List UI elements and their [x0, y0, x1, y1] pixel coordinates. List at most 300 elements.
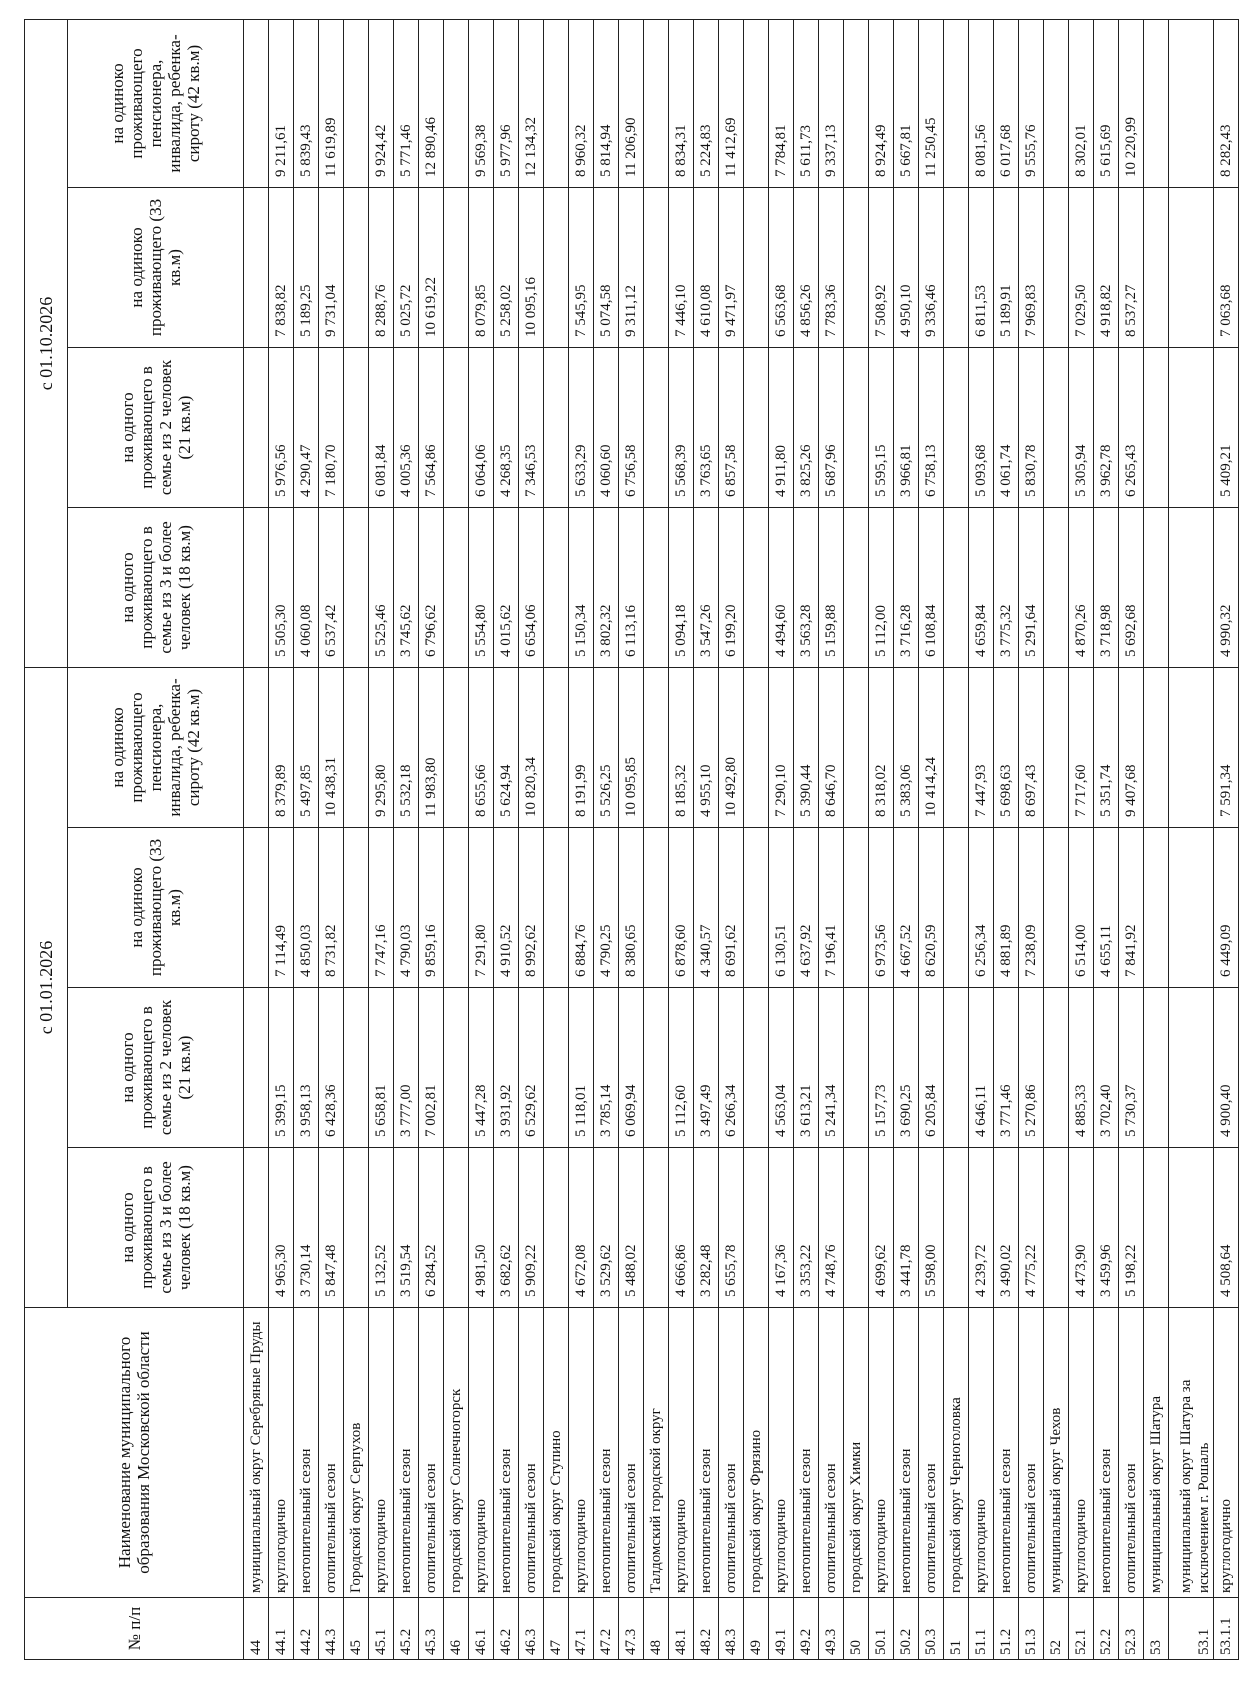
value-cell: 4 646,11 [969, 988, 994, 1148]
value-cell [1144, 508, 1169, 668]
value-cell [344, 188, 369, 348]
value-cell: 5 488,02 [619, 1148, 644, 1308]
value-cell: 8 379,89 [269, 668, 294, 828]
value-cell: 4 667,52 [894, 828, 919, 988]
value-cell: 6 265,43 [1119, 348, 1144, 508]
value-cell: 3 763,65 [694, 348, 719, 508]
section-row [544, 20, 569, 1660]
value-cell: 11 250,45 [919, 20, 944, 188]
value-cell: 3 966,81 [894, 348, 919, 508]
value-cell: 3 825,26 [794, 348, 819, 508]
value-cell [444, 348, 469, 508]
row-number: 51.2 [994, 1598, 1019, 1660]
value-cell: 7 063,68 [1214, 188, 1239, 348]
value-cell [844, 508, 869, 668]
value-cell: 6 973,56 [869, 828, 894, 988]
value-cell [1044, 20, 1069, 188]
value-cell [1144, 188, 1169, 348]
row-number: 49.1 [769, 1598, 794, 1660]
row-number: 45.3 [419, 1598, 444, 1660]
header-number: № п/п [25, 1598, 244, 1660]
row-number: 50 [844, 1598, 869, 1660]
value-cell: 7 841,92 [1119, 828, 1144, 988]
value-cell: 6 064,06 [469, 348, 494, 508]
value-cell: 5 595,15 [869, 348, 894, 508]
value-cell [544, 828, 569, 988]
value-cell: 5 692,68 [1119, 508, 1144, 668]
value-cell: 5 658,81 [369, 988, 394, 1148]
value-cell [744, 508, 769, 668]
section-row [444, 20, 469, 1660]
row-label: отопительный сезон [419, 1308, 444, 1598]
value-cell: 5 505,30 [269, 508, 294, 668]
row-number: 53.1 [1169, 1598, 1214, 1660]
row-label: неотопительный сезон [1094, 1308, 1119, 1598]
value-cell: 7 838,82 [269, 188, 294, 348]
value-cell: 3 459,96 [1094, 1148, 1119, 1308]
value-cell: 8 924,49 [869, 20, 894, 188]
value-cell: 5 351,74 [1094, 668, 1119, 828]
value-cell [744, 188, 769, 348]
header-2persons: на одного проживающего в семье из 2 человек (21 кв.м) [68, 988, 244, 1148]
row-number: 52.2 [1094, 1598, 1119, 1660]
value-cell [844, 988, 869, 1148]
value-cell: 8 834,31 [669, 20, 694, 188]
value-cell: 10 820,34 [519, 668, 544, 828]
value-cell: 3 777,00 [394, 988, 419, 1148]
value-cell: 5 224,83 [694, 20, 719, 188]
table-row [394, 20, 419, 1660]
value-cell: 6 284,52 [419, 1148, 444, 1308]
value-cell: 5 525,46 [369, 508, 394, 668]
value-cell: 7 196,41 [819, 828, 844, 988]
value-cell: 5 270,86 [1019, 988, 1044, 1148]
section-row [1044, 20, 1069, 1660]
value-cell: 4 990,32 [1214, 508, 1239, 668]
value-cell: 3 785,14 [594, 988, 619, 1148]
value-cell: 4 900,40 [1214, 988, 1239, 1148]
value-cell: 4 239,72 [969, 1148, 994, 1308]
header-municipality: Наименование муниципального образования Московской области [25, 1308, 244, 1598]
table-row [769, 20, 794, 1660]
municipality-name: Талдомский городской округ [644, 1308, 669, 1598]
value-cell: 5 241,34 [819, 988, 844, 1148]
municipality-name: муниципальный округ Шатура за исключением г. Рошаль [1169, 1308, 1214, 1598]
value-cell [244, 508, 269, 668]
section-row [844, 20, 869, 1660]
value-cell [544, 20, 569, 188]
value-cell: 9 731,04 [319, 188, 344, 348]
value-cell: 4 981,50 [469, 1148, 494, 1308]
value-cell [544, 988, 569, 1148]
row-number: 48.3 [719, 1598, 744, 1660]
value-cell: 5 526,25 [594, 668, 619, 828]
value-cell: 4 473,90 [1069, 1148, 1094, 1308]
value-cell: 6 256,34 [969, 828, 994, 988]
value-cell: 5 611,73 [794, 20, 819, 188]
value-cell: 3 682,62 [494, 1148, 519, 1308]
header-3plus: на одного проживающего в семье из 3 и более человек (18 кв.м) [68, 508, 244, 668]
row-label: круглогодично [269, 1308, 294, 1598]
value-cell [644, 508, 669, 668]
value-cell: 6 205,84 [919, 988, 944, 1148]
row-number: 51 [944, 1598, 969, 1660]
value-cell: 7 508,92 [869, 188, 894, 348]
row-number: 47 [544, 1598, 569, 1660]
value-cell [744, 1148, 769, 1308]
table-row [869, 20, 894, 1660]
value-cell: 5 655,78 [719, 1148, 744, 1308]
value-cell [244, 20, 269, 188]
table-row [469, 20, 494, 1660]
value-cell: 4 950,10 [894, 188, 919, 348]
table-row [669, 20, 694, 1660]
value-cell [644, 988, 669, 1148]
table-row [1119, 20, 1144, 1660]
value-cell: 8 960,32 [569, 20, 594, 188]
value-cell [444, 1148, 469, 1308]
table-row [794, 20, 819, 1660]
value-cell: 5 615,69 [1094, 20, 1119, 188]
table-row [569, 20, 594, 1660]
row-label: неотопительный сезон [794, 1308, 819, 1598]
value-cell: 12 890,46 [419, 20, 444, 188]
table-row [494, 20, 519, 1660]
value-cell: 6 081,84 [369, 348, 394, 508]
value-cell: 5 074,58 [594, 188, 619, 348]
value-cell: 7 591,34 [1214, 668, 1239, 828]
table-row [1019, 20, 1044, 1660]
value-cell [444, 988, 469, 1148]
row-number: 47.2 [594, 1598, 619, 1660]
value-cell [444, 20, 469, 188]
value-cell: 6 428,36 [319, 988, 344, 1148]
value-cell [244, 188, 269, 348]
value-cell [944, 20, 969, 188]
row-number: 46.2 [494, 1598, 519, 1660]
value-cell: 5 112,60 [669, 988, 694, 1148]
value-cell [544, 188, 569, 348]
value-cell [844, 20, 869, 188]
value-cell: 5 839,43 [294, 20, 319, 188]
row-label: неотопительный сезон [594, 1308, 619, 1598]
value-cell: 4 790,25 [594, 828, 619, 988]
value-cell: 5 814,94 [594, 20, 619, 188]
value-cell: 5 909,22 [519, 1148, 544, 1308]
row-label: круглогодично [469, 1308, 494, 1598]
table-row [419, 20, 444, 1660]
value-cell: 5 730,37 [1119, 988, 1144, 1148]
table-row [819, 20, 844, 1660]
value-cell: 8 697,43 [1019, 668, 1044, 828]
value-cell: 5 771,46 [394, 20, 419, 188]
value-cell: 6 654,06 [519, 508, 544, 668]
value-cell: 3 563,28 [794, 508, 819, 668]
value-cell [1169, 668, 1214, 828]
row-number: 45.1 [369, 1598, 394, 1660]
value-cell: 6 017,68 [994, 20, 1019, 188]
value-cell: 5 667,81 [894, 20, 919, 188]
value-cell: 5 025,72 [394, 188, 419, 348]
value-cell: 3 690,25 [894, 988, 919, 1148]
value-cell: 6 811,53 [969, 188, 994, 348]
header-3plus: на одного проживающего в семье из 3 и более человек (18 кв.м) [68, 1148, 244, 1308]
value-cell [1169, 988, 1214, 1148]
value-cell: 4 870,26 [1069, 508, 1094, 668]
value-cell: 9 407,68 [1119, 668, 1144, 828]
header-single: на одиноко проживающего (33 кв.м) [68, 828, 244, 988]
value-cell [544, 508, 569, 668]
value-cell: 7 446,10 [669, 188, 694, 348]
value-cell: 5 258,02 [494, 188, 519, 348]
value-cell: 7 747,16 [369, 828, 394, 988]
value-cell: 4 655,11 [1094, 828, 1119, 988]
value-cell: 8 191,99 [569, 668, 594, 828]
section-row [1144, 20, 1169, 1660]
header-single: на одиноко проживающего (33 кв.м) [68, 188, 244, 348]
value-cell: 3 775,32 [994, 508, 1019, 668]
value-cell: 5 383,06 [894, 668, 919, 828]
value-cell [1169, 20, 1214, 188]
value-cell: 4 508,64 [1214, 1148, 1239, 1308]
section-row [944, 20, 969, 1660]
value-cell: 7 291,80 [469, 828, 494, 988]
value-cell: 5 847,48 [319, 1148, 344, 1308]
row-number: 46.1 [469, 1598, 494, 1660]
value-cell [944, 348, 969, 508]
value-cell: 8 537,27 [1119, 188, 1144, 348]
value-cell: 3 718,98 [1094, 508, 1119, 668]
value-cell: 5 687,96 [819, 348, 844, 508]
value-cell [944, 1148, 969, 1308]
row-number: 51.3 [1019, 1598, 1044, 1660]
table-body [244, 20, 1239, 1660]
value-cell: 5 291,64 [1019, 508, 1044, 668]
value-cell: 3 547,26 [694, 508, 719, 668]
value-cell [1144, 348, 1169, 508]
value-cell: 4 918,82 [1094, 188, 1119, 348]
value-cell [1044, 668, 1069, 828]
table-row [319, 20, 344, 1660]
municipality-name: муниципальный округ Чехов [1044, 1308, 1069, 1598]
value-cell: 4 850,03 [294, 828, 319, 988]
value-cell: 4 005,36 [394, 348, 419, 508]
municipality-name: муниципальный округ Серебряные Пруды [244, 1308, 269, 1598]
value-cell: 7 290,10 [769, 668, 794, 828]
row-label: неотопительный сезон [994, 1308, 1019, 1598]
value-cell: 8 288,76 [369, 188, 394, 348]
value-cell: 9 471,97 [719, 188, 744, 348]
value-cell: 3 529,62 [594, 1148, 619, 1308]
row-number: 50.1 [869, 1598, 894, 1660]
row-label: отопительный сезон [719, 1308, 744, 1598]
row-label: неотопительный сезон [394, 1308, 419, 1598]
value-cell: 6 069,94 [619, 988, 644, 1148]
value-cell: 8 655,66 [469, 668, 494, 828]
header-pensioner: на одиноко проживающего пенсионера, инвалида, ребенка-сироту (42 кв.м) [68, 668, 244, 828]
row-label: отопительный сезон [619, 1308, 644, 1598]
value-cell [744, 988, 769, 1148]
value-cell: 4 672,08 [569, 1148, 594, 1308]
value-cell: 5 633,29 [569, 348, 594, 508]
value-cell [344, 348, 369, 508]
value-cell: 10 220,99 [1119, 20, 1144, 188]
value-cell: 5 305,94 [1069, 348, 1094, 508]
value-cell: 7 180,70 [319, 348, 344, 508]
table-row [1094, 20, 1119, 1660]
value-cell: 7 564,86 [419, 348, 444, 508]
value-cell [944, 828, 969, 988]
value-cell: 5 118,01 [569, 988, 594, 1148]
section-row [1169, 20, 1214, 1660]
value-cell [944, 188, 969, 348]
value-cell [244, 348, 269, 508]
value-cell [244, 1148, 269, 1308]
value-cell: 4 881,89 [994, 828, 1019, 988]
row-number: 53.1.1 [1214, 1598, 1239, 1660]
value-cell [944, 668, 969, 828]
value-cell: 6 756,58 [619, 348, 644, 508]
row-label: отопительный сезон [519, 1308, 544, 1598]
row-number: 50.3 [919, 1598, 944, 1660]
value-cell: 4 637,92 [794, 828, 819, 988]
value-cell: 7 545,95 [569, 188, 594, 348]
row-number: 48 [644, 1598, 669, 1660]
value-cell: 6 108,84 [919, 508, 944, 668]
value-cell: 5 112,00 [869, 508, 894, 668]
table-row [369, 20, 394, 1660]
value-cell: 7 447,93 [969, 668, 994, 828]
value-cell: 7 346,53 [519, 348, 544, 508]
value-cell [1169, 828, 1214, 988]
value-cell: 3 702,40 [1094, 988, 1119, 1148]
value-cell [544, 348, 569, 508]
value-cell: 12 134,32 [519, 20, 544, 188]
value-cell: 4 060,60 [594, 348, 619, 508]
table-row [719, 20, 744, 1660]
value-cell: 5 150,34 [569, 508, 594, 668]
table-row [919, 20, 944, 1660]
value-cell: 4 060,08 [294, 508, 319, 668]
value-cell: 4 167,36 [769, 1148, 794, 1308]
value-cell: 5 554,80 [469, 508, 494, 668]
value-cell: 11 206,90 [619, 20, 644, 188]
row-label: круглогодично [769, 1308, 794, 1598]
tariff-table [24, 19, 1239, 1660]
value-cell: 6 199,20 [719, 508, 744, 668]
value-cell: 10 095,85 [619, 668, 644, 828]
value-cell: 6 563,68 [769, 188, 794, 348]
table-row [519, 20, 544, 1660]
row-number: 52.1 [1069, 1598, 1094, 1660]
value-cell: 8 185,32 [669, 668, 694, 828]
value-cell [1144, 828, 1169, 988]
value-cell [244, 668, 269, 828]
value-cell: 7 114,49 [269, 828, 294, 988]
value-cell [844, 188, 869, 348]
value-cell: 10 492,80 [719, 668, 744, 828]
section-row [744, 20, 769, 1660]
table-row [294, 20, 319, 1660]
value-cell [1144, 988, 1169, 1148]
table-row [994, 20, 1019, 1660]
value-cell: 6 266,34 [719, 988, 744, 1148]
section-row [644, 20, 669, 1660]
value-cell: 6 130,51 [769, 828, 794, 988]
value-cell: 5 447,28 [469, 988, 494, 1148]
value-cell: 4 911,80 [769, 348, 794, 508]
table-row [1214, 20, 1239, 1660]
section-row [344, 20, 369, 1660]
value-cell: 4 563,04 [769, 988, 794, 1148]
value-cell: 3 802,32 [594, 508, 619, 668]
value-cell: 10 438,31 [319, 668, 344, 828]
row-number: 51.1 [969, 1598, 994, 1660]
value-cell: 11 412,69 [719, 20, 744, 188]
value-cell: 4 748,76 [819, 1148, 844, 1308]
value-cell [644, 1148, 669, 1308]
value-cell: 8 646,70 [819, 668, 844, 828]
value-cell [1169, 1148, 1214, 1308]
value-cell: 10 619,22 [419, 188, 444, 348]
row-number: 44.2 [294, 1598, 319, 1660]
value-cell: 9 859,16 [419, 828, 444, 988]
value-cell: 9 295,80 [369, 668, 394, 828]
row-label: неотопительный сезон [294, 1308, 319, 1598]
value-cell: 8 282,43 [1214, 20, 1239, 188]
row-number: 44.1 [269, 1598, 294, 1660]
value-cell: 4 955,10 [694, 668, 719, 828]
value-cell [844, 1148, 869, 1308]
value-cell: 4 340,57 [694, 828, 719, 988]
row-number: 49.2 [794, 1598, 819, 1660]
value-cell: 6 449,09 [1214, 828, 1239, 988]
row-label: отопительный сезон [319, 1308, 344, 1598]
row-label: круглогодично [669, 1308, 694, 1598]
row-number: 49 [744, 1598, 769, 1660]
value-cell [444, 188, 469, 348]
table-row [619, 20, 644, 1660]
value-cell: 8 620,59 [919, 828, 944, 988]
row-number: 47.1 [569, 1598, 594, 1660]
row-label: круглогодично [1214, 1308, 1239, 1598]
value-cell [344, 508, 369, 668]
value-cell: 5 976,56 [269, 348, 294, 508]
value-cell: 4 659,84 [969, 508, 994, 668]
value-cell [344, 20, 369, 188]
value-cell: 4 775,22 [1019, 1148, 1044, 1308]
section-row [244, 20, 269, 1660]
header-2persons: на одного проживающего в семье из 2 человек (21 кв.м) [68, 348, 244, 508]
value-cell [944, 988, 969, 1148]
value-cell: 9 555,76 [1019, 20, 1044, 188]
value-cell [644, 828, 669, 988]
value-cell: 4 015,62 [494, 508, 519, 668]
value-cell: 5 132,52 [369, 1148, 394, 1308]
value-cell: 5 189,25 [294, 188, 319, 348]
value-cell: 3 490,02 [994, 1148, 1019, 1308]
value-cell: 7 238,09 [1019, 828, 1044, 988]
municipality-name: городской округ Ступино [544, 1308, 569, 1598]
municipality-name: городской округ Химки [844, 1308, 869, 1598]
value-cell: 8 380,65 [619, 828, 644, 988]
value-cell [1044, 988, 1069, 1148]
value-cell [1044, 1148, 1069, 1308]
value-cell: 4 290,47 [294, 348, 319, 508]
header-period-1: с 01.01.2026 [25, 668, 68, 1308]
value-cell [344, 828, 369, 988]
value-cell: 8 302,01 [1069, 20, 1094, 188]
